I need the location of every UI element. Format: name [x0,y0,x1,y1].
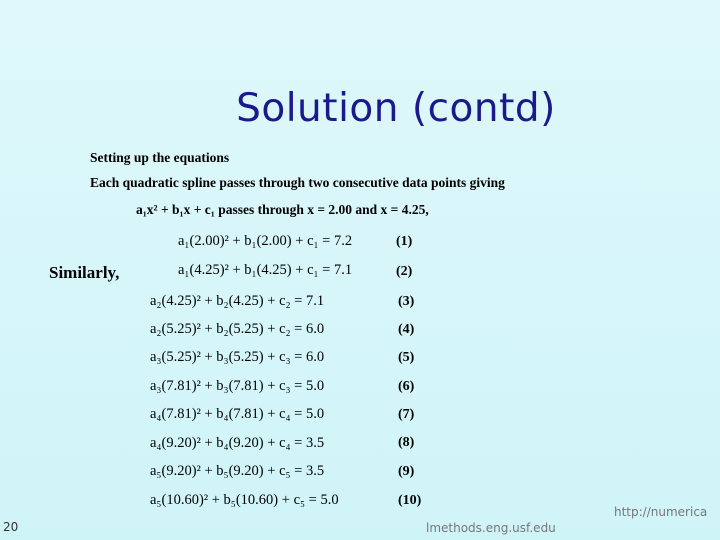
equation-6: a₃(7.81)² + b₃(7.81) + c₃ = 5.0 [150,378,325,394]
similarly-label: Similarly, [49,263,120,282]
equation-7: a₄(7.81)² + b₄(7.81) + c₄ = 5.0 [150,406,325,422]
equation-number-1: (1) [396,234,413,249]
equation-number-3: (3) [398,294,415,309]
equation-number-2: (2) [396,264,413,279]
equation-5: a₃(5.25)² + b₃(5.25) + c₃ = 6.0 [150,349,325,365]
equation-number-8: (8) [398,435,415,450]
footer-url-part-2: lmethods.eng.usf.edu [426,521,556,535]
equation-3: a₂(4.25)² + b₂(4.25) + c₂ = 7.1 [150,293,325,309]
equation-number-9: (9) [398,464,415,479]
intro-line-setup: Setting up the equations [90,150,230,165]
equation-number-5: (5) [398,350,415,365]
equation-number-6: (6) [398,379,415,394]
equation-number-7: (7) [398,407,415,422]
equation-number-10: (10) [398,493,422,508]
intro-line-spline-1: a₁x² + b₁x + c₁ passes through x = 2.00 and x = 4.25, [136,202,429,217]
equation-2: a₁(4.25)² + b₁(4.25) + c₁ = 7.1 [178,262,353,278]
page-number: 20 [3,520,19,534]
footer-url-part-1: http://numerica [614,505,708,519]
equation-4: a₂(5.25)² + b₂(5.25) + c₂ = 6.0 [150,321,325,337]
slide-title: Solution (contd) [236,86,556,131]
equation-number-4: (4) [398,322,415,337]
equation-9: a₅(9.20)² + b₅(9.20) + c₅ = 3.5 [150,463,325,479]
equation-1: a₁(2.00)² + b₁(2.00) + c₁ = 7.2 [178,233,353,249]
equation-10: a₅(10.60)² + b₅(10.60) + c₅ = 5.0 [150,492,339,508]
equation-8: a₄(9.20)² + b₄(9.20) + c₄ = 3.5 [150,435,325,451]
intro-line-description: Each quadratic spline passes through two consecutive data points giving [90,175,505,190]
